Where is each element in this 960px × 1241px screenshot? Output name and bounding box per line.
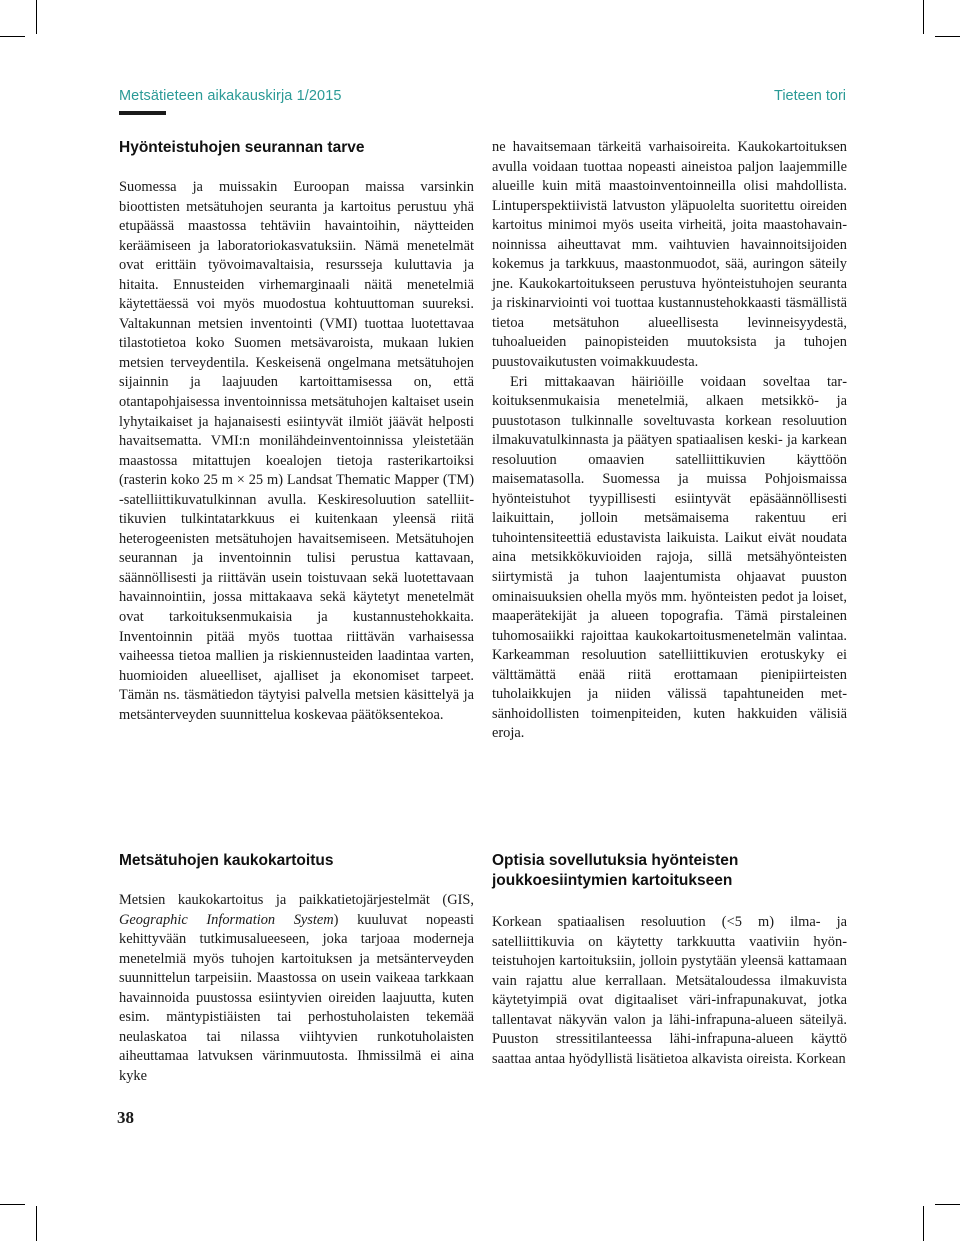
paragraph-right-1: ne havaitsemaan tärkeitä varhaisoireita. Kaukokartoituksen avulla voidaan tuottaa nopeasti aineistoa paljon laajemmille alueille kuin mitä maastoinventoinneilla olisi mahdollista. Lintuperspektiivistä latvuston yläpuolelta suoritettu oireiden kartoitus minimoi myös useita virheitä, joita maastohavainnoinnissa aiheuttavat mm. vaihtuvien havainnoitsijoiden kokemus ja tarkkuus, maastonmuodot, sää, auringon säteily jne. Kaukokartoitukseen perustuva hyönteistuhojen seuranta ja riskinarviointi voi tuottaa kustannustehokkaasti täsmällistä tietoa metsätuhon alueellisesta levinneisyydestä, tuhoalueiden painopisteiden muutoksista ja tuhojen puustovaikutusten voimakkuudesta. xyxy=(492,139,847,371)
crop-mark xyxy=(0,36,25,37)
crop-mark xyxy=(923,0,924,34)
crop-mark xyxy=(0,1204,25,1205)
paragraph-remote-sensing xyxy=(119,891,474,1086)
paragraph-right-2: Eri mittakaavan häiriöille voidaan soveltaa tarkoituksenmukaisia menetelmiä, alkaen metsikkö- ja puustotason tulkinnalle soveltuvasta korkean resoluution ilmakuvatulkinnasta ja päätyen spatiaalisen keski- ja karkean resoluution omaavien satelliittikuvien käyttöön maisematasolla. Suomessa ja muissa Pohjoismaissa hyönteistuhot tyypillisesti esiintyvät epäsäännöllisesti laikuittain, jolloin metsämaisema rakentuu eri tuhointensiteettiä edustavista laikuista. Laikut eivät noudata aina metsikkökuvioiden rajoja, sillä metsähyönteisten siirtymistä ja tuhon laajentumista ohjaavat puuston ominaisuuksien ohella myös mm. hyönteisten pedot ja loiset, maaperätekijät ja alueen topografia. Tämä pirstaleinen tuhomosaiikki rajoittaa kaukokartoitusmenetelmän valintaa. Karkeamman resoluution satelliittikuvien erotuskyky ei välttämättä enää riitä erottamaan pienipiirteisten tuholaikkujen ja niiden välissä tapahtuneiden metsänhoidollisten toimenpiteiden, kuten hakkuiden välisiä eroja. xyxy=(492,373,847,742)
column-right-continued xyxy=(492,138,847,744)
crop-mark xyxy=(36,1206,37,1241)
column-monitoring xyxy=(119,138,474,725)
journal-title: Metsätieteen aikakauskirja 1/2015 xyxy=(119,88,342,104)
heading-monitoring: Hyönteistuhojen seurannan tarve xyxy=(119,139,365,156)
column-remote-sensing xyxy=(119,851,474,1086)
page-number: 38 xyxy=(117,1108,134,1127)
section-title: Tieteen tori xyxy=(774,88,846,104)
header-rule xyxy=(119,111,166,115)
crop-mark xyxy=(36,0,37,34)
column-optical xyxy=(492,851,847,1069)
paragraph-monitoring: Suomessa ja muissakin Euroopan maissa varsinkin bioottisten metsätuhojen seuranta ja kartoitus perustuu yhä etupäässä maastossa tehtäviin havaintoihin, näytteiden keräämiseen ja laboratoriokasvatuksiin. Nämä menetelmät ovat erittäin työvoimavaltaisia, resursseja kuluttavia ja hitaita. Ennusteiden virhemarginaali näitä menetelmiä käytettäessä voi myös muodostua kohtuuttoman suureksi. Valtakunnan metsien inventointi (VMI) tuottaa luotettavaa tilastotietoa koko Suomen metsävaroista, mukaan lukien metsien terveydentila. Keskeisenä ongelmana metsätuhojen sijainnin ja laajuuden kartoittamisessa on, että otantapohjaisessa inventoinnissa metsätuhojen kaltaiset usein lyhytaikaiset ja hajanaisesti esiintyvät ilmiöt jäävät helposti havaitsematta. VMI:n monilähdeinventoinnissa yleistetään maastossa mitattujen koealojen tietoja rasterikartoiksi (rasterin koko 25 m × 25 m) Landsat Thematic Mapper (TM) -satelliittikuvatulkinnan avulla. Keskiresoluution satelliittikuvien tulkintatarkkuus ei kuitenkaan yleensä riitä heterogeenisten metsätuhojen havaitsemiseen. Metsätuhojen seurannan ja inventoinnin tulisi perustua kattavaan, säännöllisesti ja riittävän usein toistuvaan sekä luotettavaan havainnointiin, jossa mittakaava sekä käytetyt menetelmät ovat tarkoituksenmukaisia ja kustannustehokkaita. Inventoinnin pitää myös tuottaa riittävän varhaisessa vaiheessa tietoa mallien ja riskiennusteiden laadintaa varten, huomioiden alueelliset, ajalliset ja ekonomiset tarpeet. Tämän ns. täsmätiedon täytyisi palvella metsien käsittelyä ja metsänterveyden suunnittelua koskevaa päätöksentekoa. xyxy=(119,179,474,723)
heading-optical: Optisia sovellutuksia hyönteisten joukkoesiintymien kartoitukseen xyxy=(492,852,739,889)
crop-mark xyxy=(935,1204,960,1205)
crop-mark xyxy=(923,1206,924,1241)
paragraph-remote-sensing-end: ) kuuluvat nopeasti kehittyvään tutkimusalueeseen, joka tarjoaa moderneja menetelmiä myös tuhojen kartoituksen ja metsänterveyden suunnittelun tarpeisiin. Maastossa on usein vaikeaa tarkkaan havainnoida puustossa esiintyvien oireiden laajuutta, kuten esim. mäntypistiäisten tai perhostuholaisten tekemää neulaskatoa tai nilassa viihtyvien runkotuholaisten aiheuttamaa latvuksen värinmuutosta. Ihmissilmä ei aina kyke xyxy=(119,911,474,1084)
paragraph-optical: Korkean spatiaalisen resoluution (<5 m) ilma- ja satelliittikuvia on käytetty tarkkuutta vaativiin hyönteistuhojen kartoituksiin, jolloin pystytään yleensä kattamaan vain rajattu alue kerrallaan. Metsätaloudessa ilmakuvista käytetyimpiä ovat digitaaliset väri-infrapunakuvat, jotka tallentavat näkyvän valon ja lähi-infrapuna-alueen säteilyä. Puuston stressitilanteessa lähi-infrapuna-alueen käyttö saattaa antaa hyödyllistä lisätietoa alkavista oireista. Korkean xyxy=(492,914,847,1067)
paragraph-remote-sensing-start: Metsien kaukokartoitus ja paikkatietojärjestelmät (GIS, xyxy=(119,892,474,908)
heading-remote-sensing: Metsätuhojen kaukokartoitus xyxy=(119,852,334,869)
crop-mark xyxy=(935,36,960,37)
gis-term: Geographic Information System xyxy=(119,911,334,928)
